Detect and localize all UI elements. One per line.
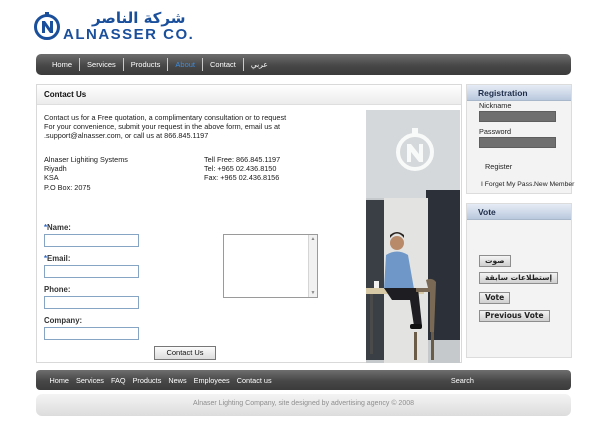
panel-header [37, 85, 461, 105]
alnasser-logo-icon [34, 10, 60, 40]
nav-services[interactable]: Services [80, 58, 124, 71]
copyright-bar [36, 394, 571, 416]
required-mark: * [44, 254, 48, 263]
nickname-label: Nickname [479, 101, 512, 110]
previous-polls-arabic-button[interactable]: إستطلاعات سابقة [479, 272, 558, 284]
footer-products-link[interactable]: Products [132, 375, 162, 385]
footer-faq-link[interactable]: FAQ [110, 375, 126, 385]
phone-field[interactable] [44, 296, 139, 309]
nav-about[interactable]: About [168, 58, 203, 71]
contact-us-button[interactable]: Contact Us [154, 346, 216, 360]
businessman-image [366, 110, 460, 363]
intro-text [44, 113, 314, 140]
nickname-input[interactable] [479, 111, 556, 122]
vote-button[interactable]: Vote [479, 292, 510, 304]
address-line: KSA [44, 173, 59, 183]
scroll-up-arrow-icon[interactable]: ▲ [310, 236, 316, 242]
scroll-down-arrow-icon[interactable]: ▼ [310, 290, 316, 296]
company-field[interactable] [44, 327, 139, 340]
footer-employees-link[interactable]: Employees [193, 375, 230, 385]
footer-news-link[interactable]: News [168, 375, 187, 385]
password-input[interactable] [479, 137, 556, 148]
top-navigation [36, 54, 571, 75]
vote-box [466, 203, 572, 358]
vote-title: Vote [467, 204, 571, 220]
intro-line: .support@alnasser.com, or call us at 866.845.1197 [44, 131, 209, 140]
name-label: *Name: [44, 223, 71, 232]
nav-products[interactable]: Products [124, 58, 169, 71]
logo-arabic-text: شركة الناصر [92, 9, 186, 27]
page-title: Contact Us [44, 90, 87, 99]
email-field[interactable] [44, 265, 139, 278]
company-label: Company: [44, 316, 83, 325]
nav-contact[interactable]: Contact [203, 58, 244, 71]
intro-line: Contact us for a Free quotation, a complimentary consultation or to request [44, 113, 287, 122]
new-member-link[interactable]: New Member [534, 181, 575, 188]
email-label: *Email: [44, 254, 71, 263]
office-photo [366, 110, 460, 363]
address-line: Alnaser Lighiting Systems [44, 155, 128, 164]
previous-vote-button[interactable]: Previous Vote [479, 310, 550, 322]
name-field[interactable] [44, 234, 139, 247]
registration-title: Registration [467, 85, 571, 101]
required-mark: * [44, 223, 48, 232]
password-label: Password [479, 127, 512, 136]
postal-address [44, 155, 128, 192]
copyright-text: Alnaser Lighting Company, site designed by advertising agency © 2008 [193, 400, 414, 407]
address-line: P.O Box: 2075 [44, 182, 91, 192]
intro-line: For your convenience, submit your request in the above form, email us at [44, 122, 281, 131]
phone-numbers [204, 155, 280, 183]
nav-arabic[interactable]: عربي [250, 60, 268, 69]
footer-contact-link[interactable]: Contact us [236, 375, 272, 385]
textarea-scrollbar[interactable] [308, 235, 317, 297]
tel-number: Tel: +965 02.436.8150 [204, 164, 277, 174]
register-link[interactable]: Register [485, 162, 513, 171]
logo-english-text: ALNASSER CO. [63, 26, 195, 43]
fax-number: Fax: +965 02.436.8156 [204, 173, 280, 183]
nav-home[interactable]: Home [45, 58, 80, 71]
vote-arabic-button[interactable]: صوت [479, 255, 511, 267]
footer-search-link[interactable]: Search [450, 376, 474, 385]
forgot-password-link[interactable]: I Forget My Pass. [481, 181, 535, 188]
message-textarea[interactable] [223, 234, 318, 298]
company-logo[interactable] [34, 8, 195, 44]
address-line: Riyadh [44, 164, 67, 174]
phone-label: Phone: [44, 285, 71, 294]
footer-home-link[interactable]: Home [49, 375, 69, 385]
footer-navigation [36, 370, 571, 390]
toll-free-number: Tell Free: 866.845.1197 [204, 155, 281, 164]
footer-services-link[interactable]: Services [75, 375, 104, 385]
registration-box [466, 84, 575, 194]
